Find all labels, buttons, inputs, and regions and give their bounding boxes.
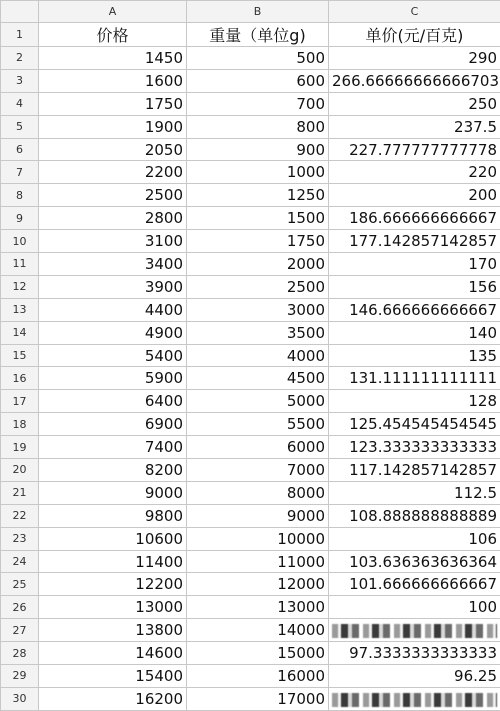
cell-a[interactable]: 2050 [39,138,187,161]
cell-c[interactable]: 117.142857142857 [329,459,500,482]
cell-b[interactable]: 1750 [187,230,329,253]
cell-a[interactable]: 4900 [39,321,187,344]
cell-a[interactable]: 13800 [39,619,187,642]
cell-a[interactable]: 11400 [39,550,187,573]
cell-a[interactable]: 1600 [39,69,187,92]
cell-c[interactable]: 250 [329,92,500,115]
table-row [1,573,500,596]
cell-c[interactable]: 200 [329,184,500,207]
cell-b[interactable]: 600 [187,69,329,92]
cell-c[interactable]: 123.333333333333 [329,436,500,459]
cell-b[interactable]: 12000 [187,573,329,596]
cell-b1[interactable]: 重量（单位g) [187,23,329,47]
cell-a[interactable]: 2500 [39,184,187,207]
row-header[interactable]: 3 [1,69,39,92]
cell-a[interactable]: 2800 [39,207,187,230]
cell-c[interactable]: 103.636363636364 [329,550,500,573]
cell-b[interactable]: 4500 [187,367,329,390]
cell-a[interactable]: 7400 [39,436,187,459]
cell-c[interactable]: 96.25 [329,665,500,688]
cell-a[interactable]: 9800 [39,504,187,527]
table-row [1,642,500,665]
cell-b[interactable]: 10000 [187,527,329,550]
cell-a[interactable]: 8200 [39,459,187,482]
cell-a[interactable]: 15400 [39,665,187,688]
row-header[interactable]: 5 [1,115,39,138]
table-row [1,459,500,482]
row-header[interactable]: 23 [1,527,39,550]
row-header[interactable]: 25 [1,573,39,596]
table-row [1,665,500,688]
table-row [1,275,500,298]
cell-c[interactable]: 227.777777777778 [329,138,500,161]
cell-c[interactable]: 186.666666666667 [329,207,500,230]
row-header[interactable]: 24 [1,550,39,573]
cell-c[interactable]: 106 [329,527,500,550]
table-row [1,92,500,115]
cell-a[interactable]: 3400 [39,253,187,276]
cell-c[interactable]: 125.454545454545 [329,413,500,436]
cell-a[interactable]: 5900 [39,367,187,390]
cell-a1[interactable]: 价格 [39,23,187,47]
cell-b[interactable]: 17000 [187,687,329,710]
cell-b[interactable]: 2500 [187,275,329,298]
cell-c[interactable]: 128 [329,390,500,413]
table-row [1,230,500,253]
cell-a[interactable]: 14600 [39,642,187,665]
cell-c[interactable]: 237.5 [329,115,500,138]
cell-a[interactable]: 4400 [39,298,187,321]
table-row [1,69,500,92]
row-header[interactable]: 4 [1,92,39,115]
row-header[interactable]: 26 [1,596,39,619]
cell-c[interactable]: 108.888888888889 [329,504,500,527]
cell-b[interactable]: 500 [187,47,329,70]
cell-b[interactable]: 6000 [187,436,329,459]
row-header[interactable]: 2 [1,47,39,70]
cell-c[interactable]: 290 [329,47,500,70]
table-row [1,344,500,367]
table-row [1,436,500,459]
row-header[interactable]: 22 [1,504,39,527]
cell-c[interactable]: 112.5 [329,481,500,504]
table-row [1,550,500,573]
cell-b[interactable]: 700 [187,92,329,115]
cell-b[interactable]: 16000 [187,665,329,688]
cell-b[interactable]: 7000 [187,459,329,482]
cell-c[interactable]: 135 [329,344,500,367]
row-header[interactable]: 30 [1,687,39,710]
cell-b[interactable]: 1500 [187,207,329,230]
table-row [1,115,500,138]
cell-b[interactable]: 3000 [187,298,329,321]
table-row [1,138,500,161]
row-header[interactable]: 15 [1,344,39,367]
cell-c[interactable]: 100 [329,596,500,619]
cell-b[interactable]: 800 [187,115,329,138]
cell-c[interactable]: 156 [329,275,500,298]
cell-b[interactable]: 5500 [187,413,329,436]
row-header[interactable]: 18 [1,413,39,436]
cell-a[interactable]: 1450 [39,47,187,70]
table-row [1,596,500,619]
table-row [1,367,500,390]
cell-c[interactable]: 101.666666666667 [329,573,500,596]
cell-b[interactable]: 15000 [187,642,329,665]
row-header[interactable]: 6 [1,138,39,161]
cell-c[interactable]: 131.111111111111 [329,367,500,390]
cell-c1[interactable]: 单价(元/百克) [329,23,500,47]
cell-a[interactable]: 3900 [39,275,187,298]
row-header[interactable]: 20 [1,459,39,482]
table-row [1,481,500,504]
column-header-a[interactable]: A [39,1,187,23]
row-header[interactable]: 29 [1,665,39,688]
cell-a[interactable]: 13000 [39,596,187,619]
cell-c[interactable]: 220 [329,161,500,184]
row-header[interactable]: 13 [1,298,39,321]
row-header[interactable]: 14 [1,321,39,344]
cell-b[interactable]: 11000 [187,550,329,573]
cell-b[interactable]: 9000 [187,504,329,527]
column-header-c[interactable]: C [329,1,500,23]
cell-b[interactable]: 1000 [187,161,329,184]
row-header[interactable]: 17 [1,390,39,413]
cell-a[interactable]: 5400 [39,344,187,367]
table-row [1,184,500,207]
table-row [1,527,500,550]
cell-c[interactable]: 97.3333333333333 [329,642,500,665]
column-header-row [1,1,500,23]
cell-a[interactable]: 6900 [39,413,187,436]
row-header[interactable]: 21 [1,481,39,504]
table-row [1,207,500,230]
row-header[interactable]: 8 [1,184,39,207]
table-row [1,253,500,276]
table-row [1,321,500,344]
cell-c[interactable]: 140 [329,321,500,344]
redacted-value [332,624,497,638]
table-row [1,619,500,642]
select-all-corner[interactable] [1,1,39,23]
column-header-b[interactable]: B [187,1,329,23]
redacted-value [332,693,497,707]
cell-b[interactable]: 5000 [187,390,329,413]
cell-b[interactable]: 4000 [187,344,329,367]
row-header[interactable]: 27 [1,619,39,642]
cell-a[interactable]: 10600 [39,527,187,550]
cell-a[interactable]: 1750 [39,92,187,115]
row-header[interactable]: 11 [1,253,39,276]
cell-c[interactable]: 266.66666666666703 [329,69,500,92]
row-header[interactable]: 19 [1,436,39,459]
cell-a[interactable]: 16200 [39,687,187,710]
cell-c[interactable]: 146.666666666667 [329,298,500,321]
row-header[interactable]: 10 [1,230,39,253]
table-row [1,298,500,321]
row-header[interactable]: 9 [1,207,39,230]
row-header[interactable]: 28 [1,642,39,665]
cell-b[interactable]: 1250 [187,184,329,207]
cell-a[interactable]: 3100 [39,230,187,253]
cell-c[interactable]: 170 [329,253,500,276]
table-row [1,47,500,70]
cell-b[interactable]: 2000 [187,253,329,276]
cell-b[interactable]: 8000 [187,481,329,504]
cell-a[interactable]: 9000 [39,481,187,504]
cell-a[interactable]: 6400 [39,390,187,413]
table-row [1,161,500,184]
cell-a[interactable]: 1900 [39,115,187,138]
cell-a[interactable]: 2200 [39,161,187,184]
table-row [1,390,500,413]
cell-b[interactable]: 14000 [187,619,329,642]
cell-c[interactable]: 177.142857142857 [329,230,500,253]
table-row [1,504,500,527]
row-header[interactable]: 7 [1,161,39,184]
cell-b[interactable]: 13000 [187,596,329,619]
table-row [1,413,500,436]
row-header[interactable]: 1 [1,23,39,47]
row-header[interactable]: 16 [1,367,39,390]
cell-b[interactable]: 3500 [187,321,329,344]
cell-c[interactable] [329,619,500,642]
row-header[interactable]: 12 [1,275,39,298]
cell-b[interactable]: 900 [187,138,329,161]
table-row [1,23,500,47]
cell-a[interactable]: 12200 [39,573,187,596]
